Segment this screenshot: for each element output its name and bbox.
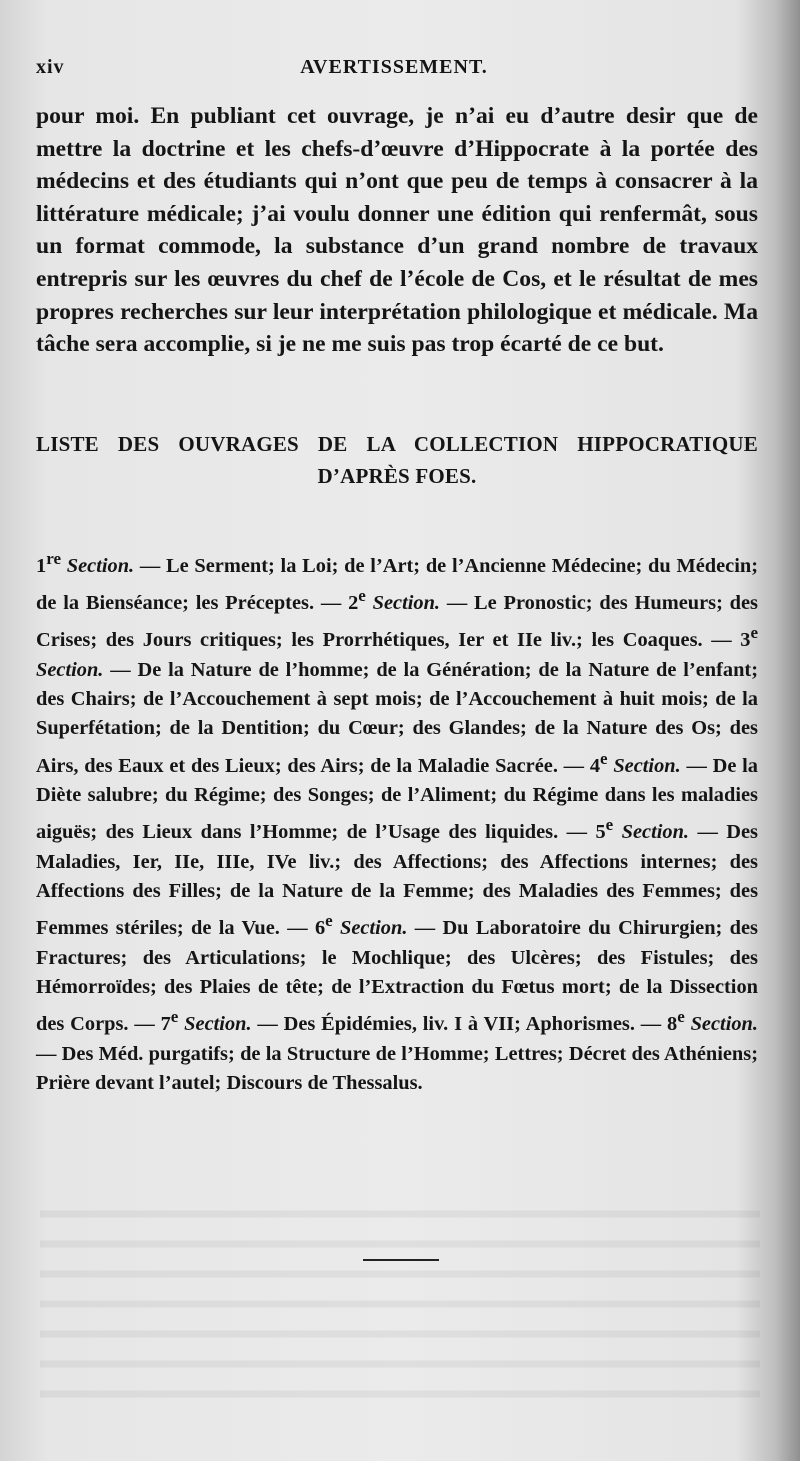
page-number: xiv: [36, 56, 65, 78]
end-rule: [363, 1259, 439, 1261]
section-number: 6: [314, 917, 326, 940]
section-contents: — Des Épidémies, liv. I à VII; Aphorismes. —: [251, 1013, 667, 1036]
section-ordinal: e: [600, 748, 608, 768]
section-contents: — Le Pronostic; des Humeurs; des Crises; des Jours critiques; les Prorrhétiques, Ier et IIe liv.; les Coaques. —: [36, 592, 758, 652]
section-contents: — Des Maladies, Ier, IIe, IIIe, IVe liv.; des Affections; des Affections internes; des Affections des Filles; de la Nature de la Femme; des Maladies des Femmes; des Femmes stériles; de la Vue. —: [36, 821, 758, 940]
section-label: Section.: [372, 592, 441, 614]
sections-paragraph: [36, 544, 758, 1098]
list-title-line-2: D’APRÈS FOES.: [317, 464, 477, 488]
intro-paragraph: pour moi. En publiant cet ouvrage, je n’ai eu d’autre desir que de mettre la doctrine et les chefs-d’œuvre d’Hippocrate à la portée des médecins et des étudiants qui n’ont que peu de temps à consacrer à la littérature médicale; j’ai voulu donner une édition qui renfermât, sous un format commode, la substance d’un grand nombre de travaux entrepris sur les œuvres du chef de l’école de Cos, et le résultat de mes propres recherches sur leur interprétation philologique et médicale. Ma tâche sera accomplie, si je ne me suis pas trop écarté de ce but.: [36, 103, 758, 358]
section-label: Section.: [621, 821, 690, 844]
section-contents: — De la Diète salubre; du Régime; des Songes; de l’Aliment; du Régime dans les maladies aiguës; des Lieux dans l’Homme; de l’Usage des liquides. —: [36, 754, 758, 844]
section-label: Section.: [66, 554, 135, 577]
section-ordinal: e: [170, 1007, 179, 1027]
section-number: 7: [160, 1013, 171, 1036]
section-label: Section.: [36, 658, 104, 681]
section-number: 3: [740, 629, 751, 652]
section-number: 5: [595, 821, 606, 844]
list-title-line-1: LISTE DES OUVRAGES DE LA COLLECTION HIPPOCRATIQUE: [36, 432, 758, 456]
section-ordinal: e: [750, 623, 758, 643]
section-ordinal: e: [677, 1007, 685, 1027]
section-contents: — De la Nature de l’homme; de la Génération; de la Nature de l’enfant; des Chairs; de l’Accouchement à sept mois; de l’Accouchement à huit mois; de la Superfétation; de la Dentition; du Cœur; des Glandes; de la Nature des Os; des Airs, des Eaux et des Lieux; des Airs; de la Maladie Sacrée. —: [36, 658, 758, 777]
section-label: Section.: [184, 1013, 252, 1036]
section-ordinal: e: [358, 586, 366, 606]
running-head: AVERTISSEMENT.: [300, 56, 488, 78]
section-ordinal: e: [325, 911, 333, 931]
section-label: Section.: [340, 917, 408, 940]
list-title: [36, 428, 758, 492]
section-contents: — Du Laboratoire du Chirurgien; des Fractures; des Articulations; le Mochlique; des Ulcères; des Fistules; des Hémorroïdes; des Plaies de tête; de l’Extraction du Fœtus mort; de la Dissection des Corps. —: [36, 917, 758, 1036]
section-ordinal: e: [605, 815, 614, 835]
section-number: 4: [589, 754, 601, 777]
section-number: 2: [348, 592, 359, 614]
section-number: 8: [667, 1013, 678, 1036]
section-label: Section.: [613, 754, 681, 777]
page-header: [36, 56, 752, 90]
section-label: Section.: [690, 1013, 758, 1036]
section-ordinal: re: [46, 549, 61, 568]
section-7: [160, 1007, 667, 1036]
section-contents: — Des Méd. purgatifs; de la Structure de l’Homme; Lettres; Décret des Athéniens; Prière devant l’autel; Discours de Thessalus.: [36, 1042, 758, 1095]
show-through-text: [40, 1190, 760, 1420]
section-contents: — Le Serment; la Loi; de l’Art; de l’Ancienne Médecine; du Médecin; de la Bienséance; les Préceptes. —: [36, 554, 758, 614]
section-number: 1: [36, 554, 47, 577]
